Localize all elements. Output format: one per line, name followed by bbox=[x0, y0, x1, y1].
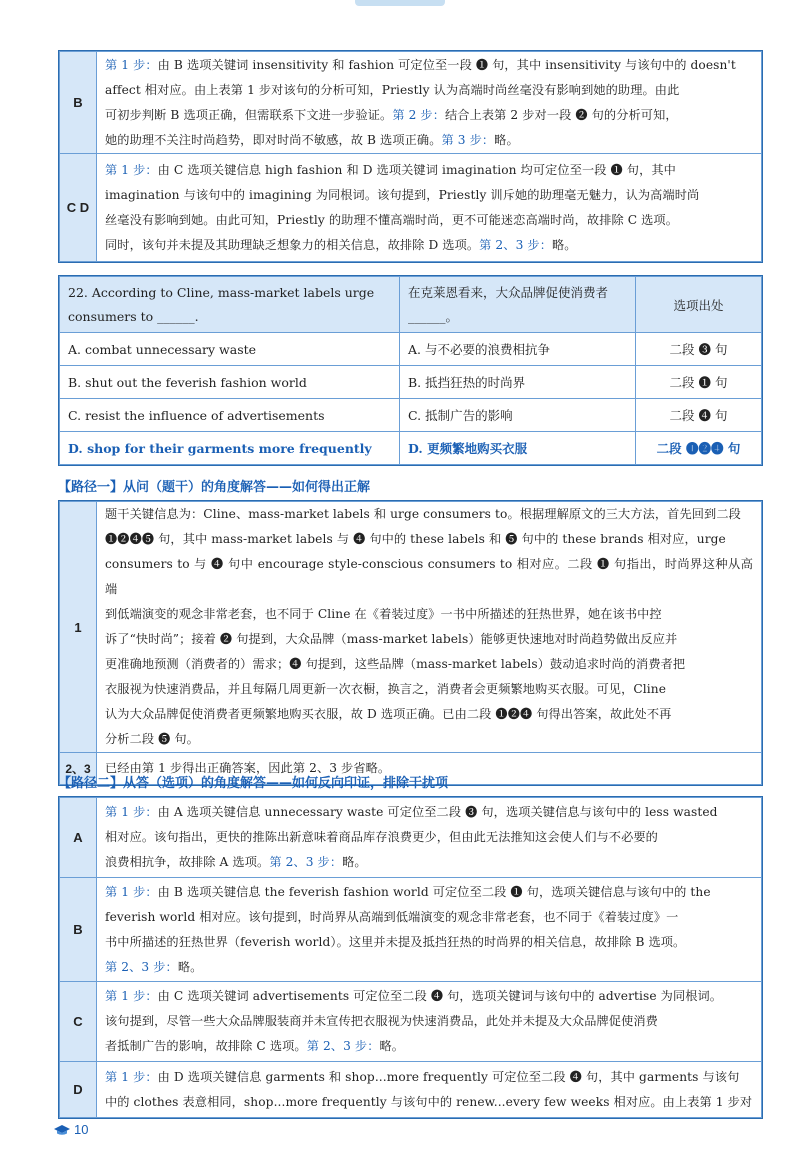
path1-box bbox=[58, 500, 763, 786]
option-source: 二段 ❶ 句 bbox=[636, 366, 762, 399]
option-row bbox=[60, 399, 762, 432]
text-line bbox=[105, 984, 753, 1009]
text-line bbox=[105, 702, 753, 727]
option-en: A. combat unnecessary waste bbox=[60, 333, 400, 366]
row-label: D bbox=[60, 1062, 97, 1118]
text-segment: 由 C 选项关键信息 high fashion 和 D 选项关键词 imagination 均可定位至一段 ❶ 句，其中 bbox=[157, 162, 676, 177]
text-segment: 题干关键信息为：Cline、mass-market labels 和 urge consumers to。根据理解原文的三大方法，首先回到二段 bbox=[105, 507, 741, 521]
text-segment: 丝毫没有影响到她。由此可知，Priestly 的助理不懂高端时尚，更不可能迷恋高端时尚，故排除 C 选项。 bbox=[105, 212, 679, 227]
option-en: B. shut out the feverish fashion world bbox=[60, 366, 400, 399]
text-line bbox=[105, 677, 753, 702]
text-segment: 略。 bbox=[494, 132, 519, 147]
text-segment: affect 相对应。由上表第 1 步对该句的分析可知，Priestly 认为高端时尚丝毫没有影响到她的助理。由此 bbox=[105, 82, 680, 97]
text-segment: 由 D 选项关键信息 garments 和 shop...more frequently 可定位至二段 ❹ 句，其中 garments 与该句 bbox=[157, 1069, 740, 1084]
text-line bbox=[105, 930, 753, 955]
option-zh: A. 与不必要的浪费相抗争 bbox=[400, 333, 636, 366]
text-segment: 略。 bbox=[551, 237, 577, 252]
option-en: C. resist the influence of advertisements bbox=[60, 399, 400, 432]
text-segment: consumers to 与 ❹ 句中 encourage style-conscious consumers to 相对应。二段 ❶ 句指出，时尚界这种从高端 bbox=[105, 557, 753, 596]
text-line bbox=[105, 128, 753, 153]
step-label: 第 1 步： bbox=[105, 162, 158, 177]
correct-option-row bbox=[60, 432, 762, 465]
step-label: 第 1 步： bbox=[105, 1069, 158, 1084]
text-segment: feverish world 相对应。该句提到，时尚界从高端到低端演变的观念非常老套，也不同于《着装过度》一 bbox=[105, 909, 679, 924]
explain-row-b bbox=[60, 52, 762, 154]
text-line bbox=[105, 527, 753, 552]
row-label: B bbox=[60, 52, 97, 154]
text-segment: 结合上表第 2 步对一段 ❷ 句的分析可知， bbox=[445, 107, 678, 122]
text-segment: 同时，该句并未提及其助理缺乏想象力的相关信息，故排除 D 选项。 bbox=[105, 237, 480, 252]
option-source: 二段 ❹ 句 bbox=[636, 399, 762, 432]
text-line bbox=[105, 183, 753, 208]
path1-step-1 bbox=[60, 502, 762, 753]
text-segment: 分析二段 ❺ 句。 bbox=[105, 732, 199, 746]
text-segment: 浪费相抗争，故排除 A 选项。 bbox=[105, 855, 270, 869]
text-line bbox=[105, 233, 753, 258]
text-line bbox=[105, 905, 753, 930]
option-row bbox=[60, 333, 762, 366]
row-label: 1 bbox=[60, 502, 97, 753]
text-line bbox=[105, 552, 753, 602]
option-source: 二段 ❶❷❹ 句 bbox=[636, 432, 762, 465]
row-label: A bbox=[60, 798, 97, 878]
text-segment: 到低端演变的观念非常老套，也不同于 Cline 在《着装过度》一书中所描述的狂热世界，她在该书中控 bbox=[105, 607, 662, 621]
text-line bbox=[105, 158, 753, 183]
step-label: 第 2、3 步： bbox=[479, 237, 552, 252]
step-label: 第 1 步： bbox=[105, 989, 158, 1003]
text-segment: 书中所描述的狂热世界（feverish world）。这里并未提及抵挡狂热的时尚界的相关信息，故排除 B 选项。 bbox=[105, 934, 686, 949]
step-label: 第 2、3 步： bbox=[306, 1039, 380, 1053]
row-text bbox=[97, 878, 762, 982]
text-segment: 由 B 选项关键词 insensitivity 和 fashion 可定位至一段 ❶ 句，其中 insensitivity 与该句中的 doesn't bbox=[157, 57, 736, 72]
step-label: 第 1 步： bbox=[105, 805, 158, 819]
text-segment: ❶❷❹❺ 句，其中 mass-market labels 与 ❹ 句中的 these labels 和 ❺ 句中的 these brands 相对应，urge bbox=[105, 532, 726, 546]
text-line bbox=[105, 800, 753, 825]
text-line bbox=[105, 652, 753, 677]
step-label: 第 3 步： bbox=[441, 132, 495, 147]
text-line bbox=[105, 850, 753, 875]
step-label: 第 2、3 步： bbox=[105, 959, 178, 974]
row-label: C D bbox=[60, 154, 97, 262]
row-text bbox=[97, 982, 762, 1062]
text-line bbox=[105, 880, 753, 905]
page-number-text: 10 bbox=[74, 1122, 89, 1137]
text-segment: 已经由第 1 步得出正确答案，因此第 2、3 步省略。 bbox=[105, 761, 391, 775]
text-segment: 她的助理不关注时尚趋势，即对时尚不敏感，故 B 选项正确。 bbox=[105, 132, 442, 147]
text-line bbox=[105, 103, 753, 128]
row-label: 2、3 bbox=[60, 753, 97, 785]
row-label: B bbox=[60, 878, 97, 982]
path2-option-d bbox=[60, 1062, 762, 1118]
text-segment: 该句提到，尽管一些大众品牌服装商并未宣传把衣服视为快速消费品，此处并未提及大众品牌促使消费 bbox=[105, 1014, 658, 1028]
text-line bbox=[105, 825, 753, 850]
question-stem-zh: 在克莱恩看来，大众品牌促使消费者______。 bbox=[400, 277, 636, 333]
row-text bbox=[97, 52, 762, 154]
text-segment: 中的 clothes 表意相同，shop...more frequently 与该句中的 renew...every few weeks 相对应。由上表第 1 步对 bbox=[105, 1094, 753, 1109]
text-line bbox=[105, 602, 753, 627]
step-label: 第 1 步： bbox=[105, 884, 158, 899]
path2-option-b bbox=[60, 878, 762, 982]
row-text bbox=[97, 1062, 762, 1118]
question-table bbox=[58, 275, 763, 466]
text-segment: 衣服视为快速消费品，并且每隔几周更新一次衣橱，换言之，消费者会更频繁地购买衣服。可见，Cline bbox=[105, 682, 667, 696]
path1-heading: 【路径一】从问（题干）的角度解答——如何得出正解 bbox=[58, 480, 371, 495]
step-label: 第 1 步： bbox=[105, 57, 158, 72]
option-row bbox=[60, 366, 762, 399]
graduation-cap-icon bbox=[54, 1124, 70, 1136]
option-zh: B. 抵挡狂热的时尚界 bbox=[400, 366, 636, 399]
explain-row-cd bbox=[60, 154, 762, 262]
text-segment: 者抵制广告的影响，故排除 C 选项。 bbox=[105, 1039, 307, 1053]
text-segment: 可初步判断 B 选项正确，但需联系下文进一步验证。 bbox=[105, 107, 393, 122]
row-label: C bbox=[60, 982, 97, 1062]
text-segment: 略。 bbox=[177, 959, 203, 974]
question-stem-en: 22. According to Cline, mass-market labels urge consumers to ______. bbox=[60, 277, 400, 333]
text-segment: 略。 bbox=[379, 1039, 405, 1053]
option-zh: D. 更频繁地购买衣服 bbox=[400, 432, 636, 465]
text-segment: 更准确地预测（消费者的）需求；❹ 句提到，这些品牌（mass-market labels）鼓动追求时尚的消费者把 bbox=[105, 657, 686, 671]
text-line bbox=[105, 208, 753, 233]
text-segment: 略。 bbox=[342, 855, 367, 869]
top-explanation-box bbox=[58, 50, 763, 263]
option-zh: C. 抵制广告的影响 bbox=[400, 399, 636, 432]
text-segment: 由 B 选项关键信息 the feverish fashion world 可定位至二段 ❶ 句，选项关键信息与该句中的 the bbox=[157, 884, 711, 899]
source-column-header: 选项出处 bbox=[636, 277, 762, 333]
text-line bbox=[105, 502, 753, 527]
path2-option-a bbox=[60, 798, 762, 878]
text-segment: 由 A 选项关键信息 unnecessary waste 可定位至二段 ❸ 句，选项关键信息与该句中的 less wasted bbox=[157, 805, 718, 819]
row-text bbox=[97, 154, 762, 262]
text-line bbox=[105, 955, 753, 980]
question-header-row bbox=[60, 277, 762, 333]
path2-heading: 【路径二】从答（选项）的角度解答——如何反向印证，排除干扰项 bbox=[58, 776, 449, 791]
text-segment: 由 C 选项关键词 advertisements 可定位至二段 ❹ 句，选项关键词与该句中的 advertise 为同根词。 bbox=[157, 989, 723, 1003]
page-number bbox=[54, 1122, 88, 1137]
text-segment: imagination 与该句中的 imagining 为同根词。该句提到，Priestly 训斥她的助理毫无魅力，认为高端时尚 bbox=[105, 187, 700, 202]
path2-option-c bbox=[60, 982, 762, 1062]
text-line bbox=[105, 1065, 753, 1090]
text-segment: 认为大众品牌促使消费者更频繁地购买衣服，故 D 选项正确。已由二段 ❶❷❹ 句得出答案，故此处不再 bbox=[105, 707, 672, 721]
text-line bbox=[105, 1034, 753, 1059]
step-label: 第 2 步： bbox=[392, 107, 446, 122]
option-source: 二段 ❸ 句 bbox=[636, 333, 762, 366]
step-label: 第 2、3 步： bbox=[269, 855, 343, 869]
text-line bbox=[105, 1090, 753, 1115]
text-line bbox=[105, 727, 753, 752]
text-segment: 诉了“快时尚”；接着 ❷ 句提到，大众品牌（mass-market labels）能够更快速地对时尚趋势做出反应并 bbox=[105, 632, 678, 646]
text-segment: 相对应。该句指出，更快的推陈出新意味着商品库存浪费更少，但由此无法推知这会使人们与不必要的 bbox=[105, 830, 658, 844]
path2-box bbox=[58, 796, 763, 1119]
option-en: D. shop for their garments more frequently bbox=[60, 432, 400, 465]
text-line bbox=[105, 627, 753, 652]
text-line bbox=[105, 78, 753, 103]
text-line bbox=[105, 1009, 753, 1034]
top-tab-decoration bbox=[355, 0, 445, 6]
row-text bbox=[97, 502, 762, 753]
text-line bbox=[105, 53, 753, 78]
row-text bbox=[97, 798, 762, 878]
